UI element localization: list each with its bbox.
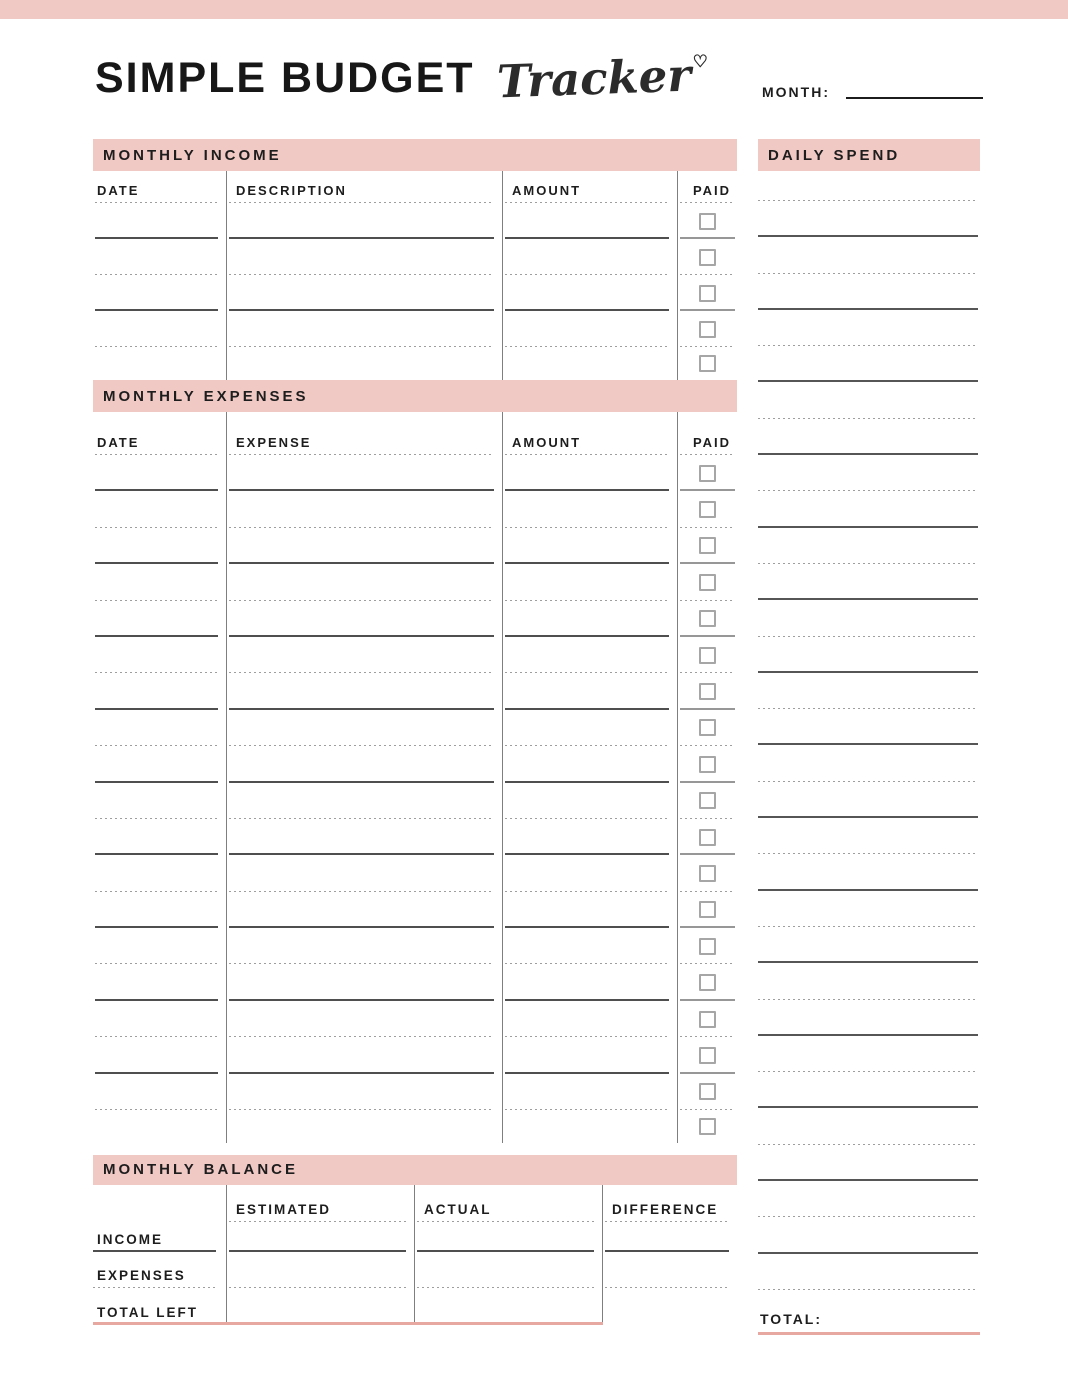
paid-checkbox[interactable] bbox=[699, 1118, 716, 1135]
expense-row bbox=[93, 964, 737, 1000]
expenses-actual-cell[interactable] bbox=[415, 1252, 603, 1288]
balance-section-title: MONTHLY BALANCE bbox=[103, 1161, 299, 1179]
heart-icon: ♡ bbox=[692, 52, 708, 71]
paid-column-header: PAID bbox=[678, 412, 737, 455]
daily-spend-line[interactable] bbox=[758, 1072, 980, 1108]
amount-cell[interactable] bbox=[503, 855, 678, 891]
amount-cell[interactable] bbox=[503, 746, 678, 782]
paid-cell[interactable] bbox=[678, 275, 737, 311]
daily-spend-line[interactable] bbox=[758, 274, 980, 310]
date-cell[interactable] bbox=[93, 819, 227, 855]
paid-checkbox[interactable] bbox=[699, 829, 716, 846]
expenses-difference-cell[interactable] bbox=[603, 1252, 737, 1288]
description-cell[interactable] bbox=[227, 311, 503, 347]
date-cell[interactable] bbox=[93, 564, 227, 600]
expense-cell[interactable] bbox=[227, 491, 503, 527]
total-left-row-label: TOTAL LEFT bbox=[93, 1288, 227, 1325]
amount-cell[interactable] bbox=[503, 1037, 678, 1073]
paid-cell[interactable] bbox=[678, 964, 737, 1000]
daily-spend-line[interactable] bbox=[758, 963, 980, 999]
income-section-header bbox=[93, 139, 737, 171]
daily-spend-lines bbox=[758, 171, 980, 1290]
daily-spend-line[interactable] bbox=[758, 455, 980, 491]
income-header-row bbox=[93, 171, 737, 203]
amount-cell[interactable] bbox=[503, 564, 678, 600]
paid-cell[interactable] bbox=[678, 455, 737, 491]
paid-cell[interactable] bbox=[678, 1074, 737, 1110]
paid-cell[interactable] bbox=[678, 746, 737, 782]
expense-row bbox=[93, 601, 737, 637]
date-cell[interactable] bbox=[93, 1074, 227, 1110]
paid-checkbox[interactable] bbox=[699, 465, 716, 482]
paid-checkbox[interactable] bbox=[699, 610, 716, 627]
daily-spend-line[interactable] bbox=[758, 637, 980, 673]
daily-spend-line[interactable] bbox=[758, 891, 980, 927]
paid-cell[interactable] bbox=[678, 601, 737, 637]
daily-spend-line[interactable] bbox=[758, 1036, 980, 1072]
amount-cell[interactable] bbox=[503, 928, 678, 964]
daily-spend-line[interactable] bbox=[758, 854, 980, 890]
daily-spend-line[interactable] bbox=[758, 927, 980, 963]
expense-row bbox=[93, 491, 737, 527]
balance-expenses-row bbox=[93, 1252, 737, 1288]
daily-spend-line[interactable] bbox=[758, 528, 980, 564]
daily-spend-line[interactable] bbox=[758, 201, 980, 237]
month-input-line[interactable] bbox=[846, 97, 983, 99]
expense-cell[interactable] bbox=[227, 564, 503, 600]
balance-header-row bbox=[93, 1185, 737, 1222]
expense-row bbox=[93, 528, 737, 564]
paid-cell[interactable] bbox=[678, 928, 737, 964]
paid-checkbox[interactable] bbox=[699, 355, 716, 372]
paid-cell[interactable] bbox=[678, 892, 737, 928]
date-cell[interactable] bbox=[93, 746, 227, 782]
expenses-section-header bbox=[93, 380, 737, 412]
expense-column-header: EXPENSE bbox=[227, 412, 503, 455]
date-cell[interactable] bbox=[93, 710, 227, 746]
date-cell[interactable] bbox=[93, 491, 227, 527]
paid-cell[interactable] bbox=[678, 528, 737, 564]
income-row bbox=[93, 275, 737, 311]
daily-spend-line[interactable] bbox=[758, 818, 980, 854]
balance-total-left-row bbox=[93, 1288, 737, 1325]
description-column-header: DESCRIPTION bbox=[227, 171, 503, 203]
amount-cell[interactable] bbox=[503, 819, 678, 855]
date-cell[interactable] bbox=[93, 928, 227, 964]
date-cell[interactable] bbox=[93, 455, 227, 491]
paid-checkbox[interactable] bbox=[699, 974, 716, 991]
daily-spend-line[interactable] bbox=[758, 491, 980, 527]
amount-cell[interactable] bbox=[503, 601, 678, 637]
paid-cell[interactable] bbox=[678, 1001, 737, 1037]
expense-row bbox=[93, 455, 737, 491]
daily-spend-line[interactable] bbox=[758, 782, 980, 818]
expense-row bbox=[93, 710, 737, 746]
date-cell[interactable] bbox=[93, 1110, 227, 1143]
expenses-estimated-cell[interactable] bbox=[227, 1252, 415, 1288]
description-cell[interactable] bbox=[227, 239, 503, 275]
month-field bbox=[762, 84, 983, 100]
daily-spend-line[interactable] bbox=[758, 419, 980, 455]
expense-row bbox=[93, 928, 737, 964]
actual-column-header: ACTUAL bbox=[415, 1185, 603, 1222]
date-cell[interactable] bbox=[93, 203, 227, 239]
expense-row bbox=[93, 1037, 737, 1073]
paid-cell[interactable] bbox=[678, 347, 737, 380]
main-column bbox=[93, 139, 737, 1325]
amount-cell[interactable] bbox=[503, 311, 678, 347]
income-actual-cell[interactable] bbox=[415, 1222, 603, 1252]
amount-cell[interactable] bbox=[503, 1110, 678, 1143]
income-table bbox=[93, 171, 737, 380]
date-cell[interactable] bbox=[93, 347, 227, 380]
expense-cell[interactable] bbox=[227, 1074, 503, 1110]
total-left-difference-cell[interactable] bbox=[603, 1288, 737, 1325]
daily-spend-line[interactable] bbox=[758, 600, 980, 636]
paid-checkbox[interactable] bbox=[699, 901, 716, 918]
expenses-table bbox=[93, 412, 737, 1143]
expense-row bbox=[93, 819, 737, 855]
amount-cell[interactable] bbox=[503, 203, 678, 239]
daily-spend-line[interactable] bbox=[758, 1108, 980, 1144]
page-title-script: Tracker bbox=[495, 48, 692, 109]
paid-checkbox[interactable] bbox=[699, 537, 716, 554]
expense-row bbox=[93, 746, 737, 782]
paid-checkbox[interactable] bbox=[699, 501, 716, 518]
amount-cell[interactable] bbox=[503, 892, 678, 928]
income-estimated-cell[interactable] bbox=[227, 1222, 415, 1252]
paid-checkbox[interactable] bbox=[699, 756, 716, 773]
expense-cell[interactable] bbox=[227, 601, 503, 637]
date-cell[interactable] bbox=[93, 239, 227, 275]
amount-cell[interactable] bbox=[503, 239, 678, 275]
expense-cell[interactable] bbox=[227, 637, 503, 673]
paid-cell[interactable] bbox=[678, 673, 737, 709]
balance-income-row bbox=[93, 1222, 737, 1252]
title-block bbox=[95, 48, 708, 109]
amount-cell[interactable] bbox=[503, 528, 678, 564]
date-cell[interactable] bbox=[93, 1001, 227, 1037]
difference-column-header: DIFFERENCE bbox=[603, 1185, 737, 1222]
expense-cell[interactable] bbox=[227, 710, 503, 746]
paid-checkbox[interactable] bbox=[699, 1011, 716, 1028]
amount-cell[interactable] bbox=[503, 491, 678, 527]
balance-bottom-accent-line bbox=[93, 1322, 603, 1325]
paid-cell[interactable] bbox=[678, 203, 737, 239]
expense-cell[interactable] bbox=[227, 819, 503, 855]
expense-cell[interactable] bbox=[227, 673, 503, 709]
amount-cell[interactable] bbox=[503, 347, 678, 380]
date-cell[interactable] bbox=[93, 528, 227, 564]
daily-spend-line[interactable] bbox=[758, 310, 980, 346]
expense-cell[interactable] bbox=[227, 855, 503, 891]
expense-cell[interactable] bbox=[227, 1037, 503, 1073]
description-cell[interactable] bbox=[227, 203, 503, 239]
income-row bbox=[93, 239, 737, 275]
paid-checkbox[interactable] bbox=[699, 321, 716, 338]
total-left-estimated-cell[interactable] bbox=[227, 1288, 415, 1325]
daily-spend-line[interactable] bbox=[758, 1217, 980, 1253]
daily-spend-line[interactable] bbox=[758, 564, 980, 600]
total-left-actual-cell[interactable] bbox=[415, 1288, 603, 1325]
amount-cell[interactable] bbox=[503, 275, 678, 311]
expense-cell[interactable] bbox=[227, 783, 503, 819]
date-cell[interactable] bbox=[93, 601, 227, 637]
paid-cell[interactable] bbox=[678, 311, 737, 347]
date-cell[interactable] bbox=[93, 892, 227, 928]
total-label: TOTAL: bbox=[760, 1310, 823, 1327]
paid-checkbox[interactable] bbox=[699, 213, 716, 230]
amount-cell[interactable] bbox=[503, 964, 678, 1000]
paid-checkbox[interactable] bbox=[699, 719, 716, 736]
date-cell[interactable] bbox=[93, 783, 227, 819]
expense-row bbox=[93, 637, 737, 673]
expense-cell[interactable] bbox=[227, 1001, 503, 1037]
amount-column-header: AMOUNT bbox=[503, 171, 678, 203]
date-cell[interactable] bbox=[93, 964, 227, 1000]
date-cell[interactable] bbox=[93, 673, 227, 709]
daily-spend-line[interactable] bbox=[758, 709, 980, 745]
expenses-section-title: MONTHLY EXPENSES bbox=[103, 387, 309, 405]
daily-spend-column bbox=[758, 139, 980, 1335]
income-section-title: MONTHLY INCOME bbox=[103, 146, 282, 164]
paid-checkbox[interactable] bbox=[699, 574, 716, 591]
expense-cell[interactable] bbox=[227, 1110, 503, 1143]
paid-checkbox[interactable] bbox=[699, 647, 716, 664]
paid-cell[interactable] bbox=[678, 783, 737, 819]
spacer bbox=[93, 1143, 737, 1155]
expense-row bbox=[93, 1110, 737, 1143]
income-row bbox=[93, 347, 737, 380]
month-label: MONTH: bbox=[762, 84, 830, 100]
expense-cell[interactable] bbox=[227, 455, 503, 491]
paid-checkbox[interactable] bbox=[699, 285, 716, 302]
amount-cell[interactable] bbox=[503, 1001, 678, 1037]
paid-checkbox[interactable] bbox=[699, 865, 716, 882]
paid-cell[interactable] bbox=[678, 855, 737, 891]
description-cell[interactable] bbox=[227, 347, 503, 380]
expense-row bbox=[93, 1074, 737, 1110]
amount-cell[interactable] bbox=[503, 637, 678, 673]
amount-column-header: AMOUNT bbox=[503, 412, 678, 455]
date-cell[interactable] bbox=[93, 311, 227, 347]
date-cell[interactable] bbox=[93, 637, 227, 673]
paid-checkbox[interactable] bbox=[699, 792, 716, 809]
expenses-header-row bbox=[93, 412, 737, 455]
paid-cell[interactable] bbox=[678, 564, 737, 600]
expense-cell[interactable] bbox=[227, 928, 503, 964]
daily-spend-section-title: DAILY SPEND bbox=[768, 146, 901, 164]
expense-cell[interactable] bbox=[227, 892, 503, 928]
paid-cell[interactable] bbox=[678, 491, 737, 527]
paid-cell[interactable] bbox=[678, 1110, 737, 1143]
paid-checkbox[interactable] bbox=[699, 938, 716, 955]
daily-spend-line[interactable] bbox=[758, 1145, 980, 1181]
expense-row bbox=[93, 855, 737, 891]
expense-cell[interactable] bbox=[227, 528, 503, 564]
date-column-header: DATE bbox=[93, 171, 227, 203]
paid-column-header: PAID bbox=[678, 171, 737, 203]
date-cell[interactable] bbox=[93, 275, 227, 311]
paid-cell[interactable] bbox=[678, 239, 737, 275]
daily-spend-line[interactable] bbox=[758, 171, 980, 201]
paid-cell[interactable] bbox=[678, 710, 737, 746]
amount-cell[interactable] bbox=[503, 673, 678, 709]
paid-cell[interactable] bbox=[678, 819, 737, 855]
amount-cell[interactable] bbox=[503, 455, 678, 491]
amount-cell[interactable] bbox=[503, 710, 678, 746]
daily-spend-line[interactable] bbox=[758, 382, 980, 418]
date-column-header: DATE bbox=[93, 412, 227, 455]
daily-spend-line[interactable] bbox=[758, 1181, 980, 1217]
income-difference-cell[interactable] bbox=[603, 1222, 737, 1252]
estimated-column-header: ESTIMATED bbox=[227, 1185, 415, 1222]
paid-cell[interactable] bbox=[678, 637, 737, 673]
daily-spend-line[interactable] bbox=[758, 673, 980, 709]
date-cell[interactable] bbox=[93, 855, 227, 891]
description-cell[interactable] bbox=[227, 275, 503, 311]
daily-spend-line[interactable] bbox=[758, 1000, 980, 1036]
paid-cell[interactable] bbox=[678, 1037, 737, 1073]
paid-checkbox[interactable] bbox=[699, 249, 716, 266]
expense-row bbox=[93, 783, 737, 819]
income-row-label: INCOME bbox=[93, 1222, 227, 1252]
daily-spend-line[interactable] bbox=[758, 237, 980, 273]
paid-checkbox[interactable] bbox=[699, 1083, 716, 1100]
paid-checkbox[interactable] bbox=[699, 1047, 716, 1064]
income-row bbox=[93, 203, 737, 239]
expenses-row-label: EXPENSES bbox=[93, 1252, 227, 1288]
page-title: SIMPLE BUDGET bbox=[95, 54, 475, 102]
expense-row bbox=[93, 892, 737, 928]
expense-cell[interactable] bbox=[227, 964, 503, 1000]
top-accent-bar bbox=[0, 0, 1068, 19]
daily-spend-section-header bbox=[758, 139, 980, 171]
balance-table bbox=[93, 1185, 737, 1325]
daily-spend-line[interactable] bbox=[758, 346, 980, 382]
balance-empty-header-cell bbox=[93, 1185, 227, 1222]
daily-spend-line[interactable] bbox=[758, 1254, 980, 1290]
expense-cell[interactable] bbox=[227, 746, 503, 782]
paid-checkbox[interactable] bbox=[699, 683, 716, 700]
expense-row bbox=[93, 673, 737, 709]
date-cell[interactable] bbox=[93, 1037, 227, 1073]
amount-cell[interactable] bbox=[503, 1074, 678, 1110]
expense-row bbox=[93, 564, 737, 600]
expense-row bbox=[93, 1001, 737, 1037]
daily-spend-total-row bbox=[758, 1290, 980, 1335]
balance-section-header bbox=[93, 1155, 737, 1185]
amount-cell[interactable] bbox=[503, 783, 678, 819]
income-row bbox=[93, 311, 737, 347]
daily-spend-line[interactable] bbox=[758, 745, 980, 781]
